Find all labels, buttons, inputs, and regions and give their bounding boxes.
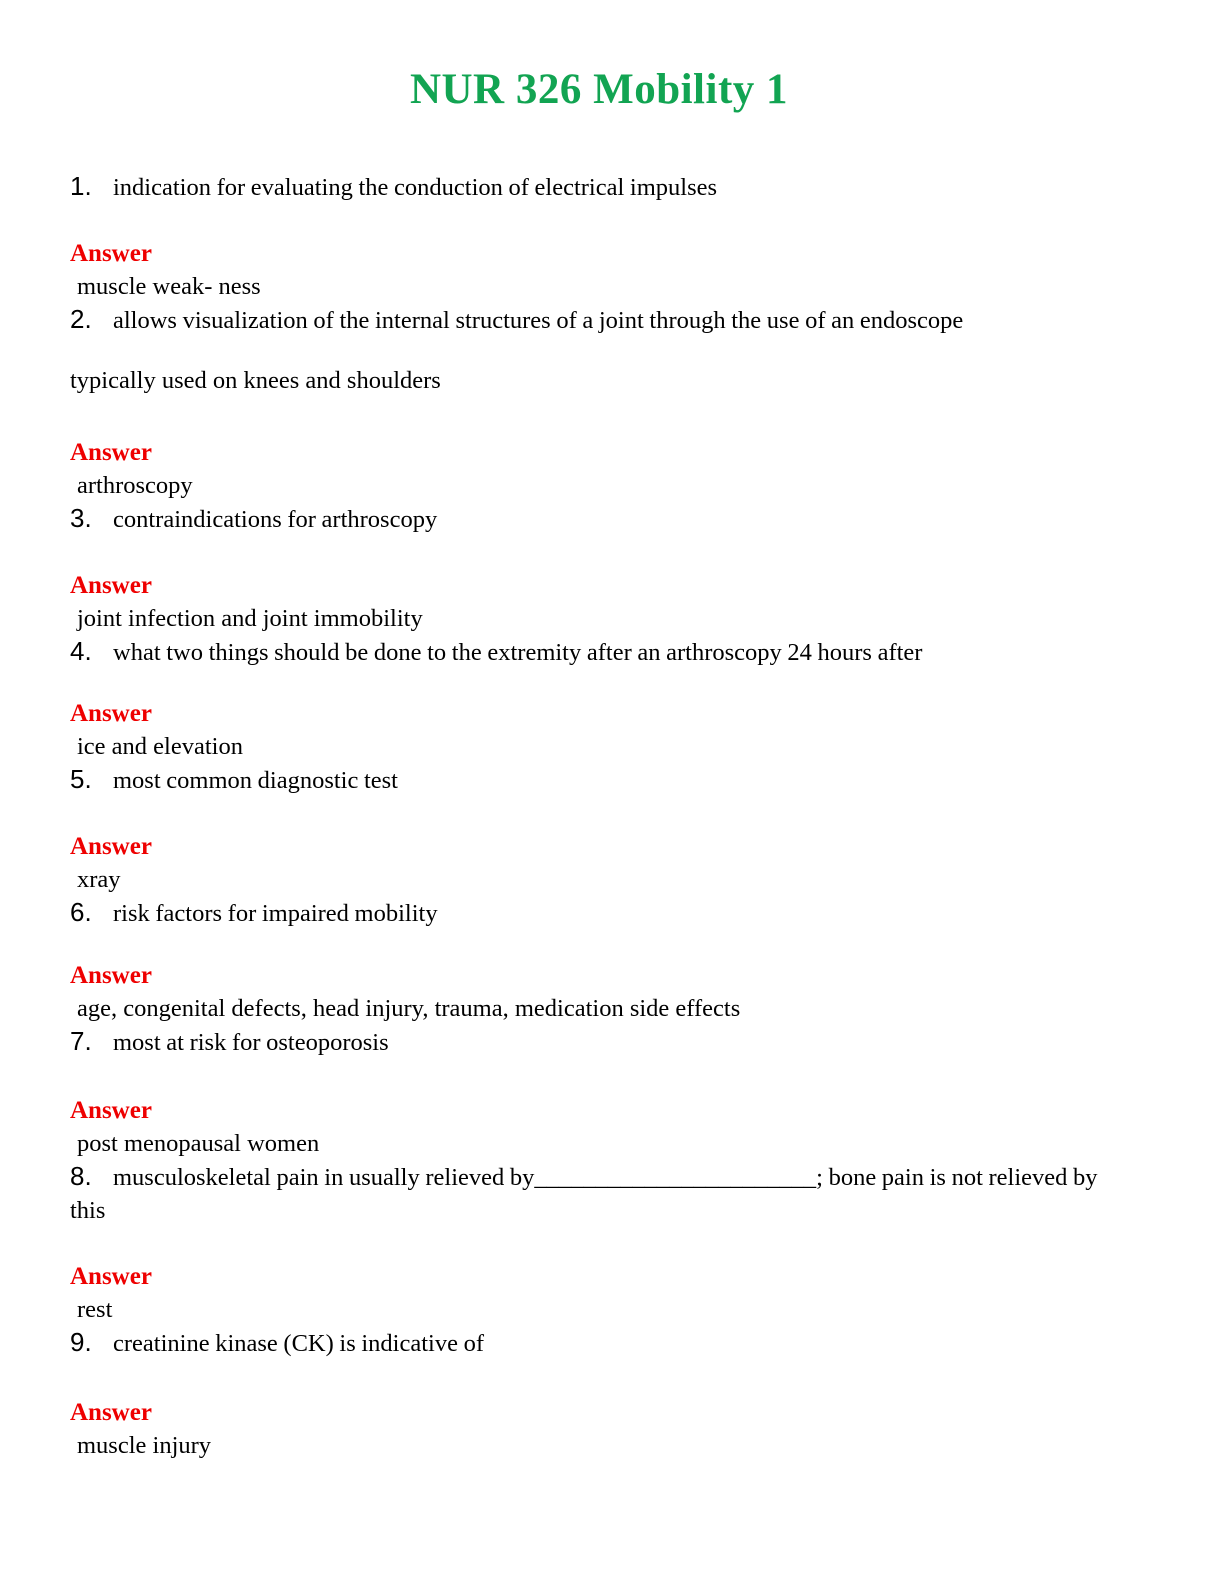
answer-text: muscle weak- ness — [77, 273, 261, 300]
question-text: most common diagnostic test — [113, 767, 398, 794]
question-text: most at risk for osteoporosis — [113, 1029, 389, 1056]
qa-item-4 — [70, 635, 1128, 763]
question-row — [70, 763, 1128, 797]
question-text: indication for evaluating the conduction of electrical impulses — [113, 174, 718, 201]
question-number: 2. — [70, 304, 92, 334]
answer-text: rest — [77, 1296, 113, 1323]
question-row — [70, 170, 1128, 204]
question-number: 4. — [70, 636, 92, 666]
answer-heading: Answer — [70, 1263, 152, 1290]
question-text: musculoskeletal pain in usually relieved by_______________________; bone pain is not relieved by this — [70, 1164, 1098, 1224]
question-text: what two things should be done to the extremity after an arthroscopy 24 hours after — [113, 639, 923, 666]
question-row — [70, 896, 1128, 930]
question-row — [70, 1025, 1128, 1059]
answer-text: ice and elevation — [77, 733, 243, 760]
qa-item-6 — [70, 896, 1128, 1025]
question-row — [70, 303, 1128, 337]
question-row — [70, 1326, 1128, 1360]
answer-text: xray — [77, 866, 121, 893]
question-text: risk factors for impaired mobility — [113, 900, 438, 927]
qa-item-2 — [70, 303, 1128, 502]
answer-heading: Answer — [70, 833, 152, 860]
answer-text: muscle injury — [77, 1432, 212, 1459]
question-text: allows visualization of the internal structures of a joint through the use of an endoscope — [113, 307, 964, 334]
question-number: 1. — [70, 171, 92, 201]
question-number: 7. — [70, 1026, 92, 1056]
question-number: 5. — [70, 764, 92, 794]
qa-item-3 — [70, 502, 1128, 635]
question-row — [70, 502, 1128, 536]
qa-item-5 — [70, 763, 1128, 896]
question-number: 9. — [70, 1327, 92, 1357]
question-number: 3. — [70, 503, 92, 533]
answer-heading: Answer — [70, 572, 152, 599]
qa-item-7 — [70, 1025, 1128, 1160]
answer-heading: Answer — [70, 439, 152, 466]
answer-text: age, congenital defects, head injury, trauma, medication side effects — [77, 995, 741, 1022]
question-row — [70, 1160, 1128, 1227]
answer-text: arthroscopy — [77, 472, 193, 499]
qa-item-8 — [70, 1160, 1128, 1326]
question-row — [70, 635, 1128, 669]
answer-heading: Answer — [70, 1399, 152, 1426]
answer-heading: Answer — [70, 240, 152, 267]
answer-heading: Answer — [70, 1097, 152, 1124]
question-text: contraindications for arthroscopy — [113, 506, 438, 533]
question-number: 8. — [70, 1161, 92, 1191]
question-text: creatinine kinase (CK) is indicative of — [113, 1330, 484, 1357]
qa-item-1 — [70, 170, 1128, 303]
answer-heading: Answer — [70, 700, 152, 727]
answer-text: joint infection and joint immobility — [77, 605, 423, 632]
qa-item-9 — [70, 1326, 1128, 1462]
question-continued: typically used on knees and shoulders — [70, 367, 441, 394]
page-title: NUR 326 Mobility 1 — [409, 66, 789, 113]
answer-heading: Answer — [70, 962, 152, 989]
answer-text: post menopausal women — [77, 1130, 320, 1157]
question-number: 6. — [70, 897, 92, 927]
